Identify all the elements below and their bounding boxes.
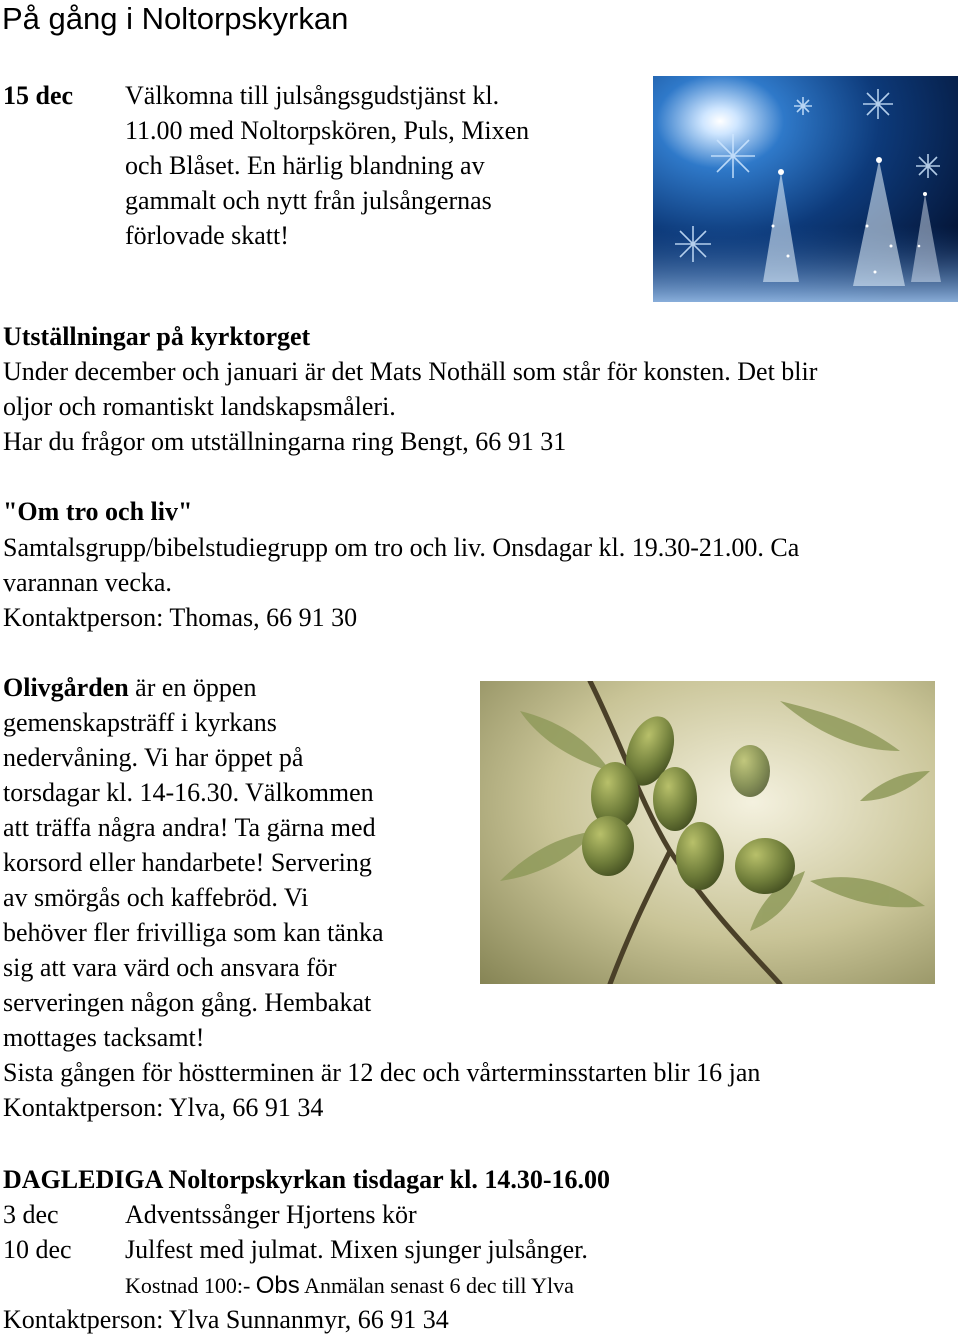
olivgarden-line-9: sig att vara värd och ansvara för [3, 953, 337, 982]
olivgarden-line-7: av smörgås och kaffebröd. Vi [3, 883, 309, 912]
olivgarden-line-2: gemenskapsträff i kyrkans [3, 708, 277, 737]
olivgarden-line-6: korsord eller handarbete! Servering [3, 848, 372, 877]
exhibition-line-3: Har du frågor om utställningarna ring Bengt, 66 91 31 [3, 427, 567, 456]
dagle-note [125, 1267, 574, 1303]
olivgarden-name: Olivgården [3, 673, 129, 702]
olivgarden-line-5: att träffa några andra! Ta gärna med [3, 813, 376, 842]
olivgarden-line-10: serveringen någon gång. Hembakat [3, 988, 372, 1017]
olivgarden-line-11: mottages tacksamt! [3, 1023, 205, 1052]
christmas-line-2: 11.00 med Noltorpskören, Puls, Mixen [125, 116, 530, 145]
olivgarden-line-4: torsdagar kl. 14-16.30. Välkommen [3, 778, 374, 807]
christmas-line-4: gammalt och nytt från julsångernas [125, 186, 492, 215]
dagle-contact: Kontaktperson: Ylva Sunnanmyr, 66 91 34 [3, 1305, 449, 1334]
dagle-event-date: 3 dec [3, 1200, 59, 1229]
dagle-event-text: Julfest med julmat. Mixen sjunger julsånger. [125, 1235, 588, 1264]
christmas-line-5: förlovade skatt! [125, 221, 289, 250]
exhibition-line-1: Under december och januari är det Mats Nothäll som står för konsten. Det blir [3, 357, 818, 386]
faith-heading: "Om tro och liv" [3, 497, 193, 526]
faith-line-3: Kontaktperson: Thomas, 66 91 30 [3, 603, 358, 632]
exhibition-line-2: oljor och romantiskt landskapsmåleri. [3, 392, 396, 421]
christmas-line-3: och Blåset. En härlig blandning av [125, 151, 485, 180]
dagle-note-obs: Obs [255, 1272, 300, 1299]
dagle-event-text: Adventssånger Hjortens kör [125, 1200, 417, 1229]
olivgarden-contact: Kontaktperson: Ylva, 66 91 34 [3, 1093, 324, 1122]
olivgarden-line-1-rest: är en öppen [128, 673, 257, 702]
olivgarden-line-1 [3, 670, 256, 705]
faith-line-1: Samtalsgrupp/bibelstudiegrupp om tro och liv. Onsdagar kl. 19.30-21.00. Ca [3, 533, 800, 562]
event-date: 15 dec [3, 81, 74, 110]
exhibition-heading: Utställningar på kyrktorget [3, 322, 311, 351]
olivgarden-line-3: nedervåning. Vi har öppet på [3, 743, 304, 772]
olivgarden-line-8: behöver fler frivilliga som kan tänka [3, 918, 384, 947]
faith-line-2: varannan vecka. [3, 568, 172, 597]
christmas-trees-image [653, 76, 958, 302]
olive-branch-image [480, 681, 935, 984]
olivgarden-line-12: Sista gången för höstterminen är 12 dec och vårterminsstarten blir 16 jan [3, 1058, 761, 1087]
dagle-event-date: 10 dec [3, 1235, 72, 1264]
dagle-note-cost: Kostnad 100:- [125, 1273, 256, 1298]
dagle-heading: DAGLEDIGA Noltorpskyrkan tisdagar kl. 14.30-16.00 [3, 1165, 610, 1194]
dagle-note-signup: Anmälan senast 6 dec till Ylva [299, 1273, 574, 1298]
christmas-line-1: Välkomna till julsångsgudstjänst kl. [125, 81, 500, 110]
page-title: På gång i Noltorpskyrkan [2, 1, 349, 36]
